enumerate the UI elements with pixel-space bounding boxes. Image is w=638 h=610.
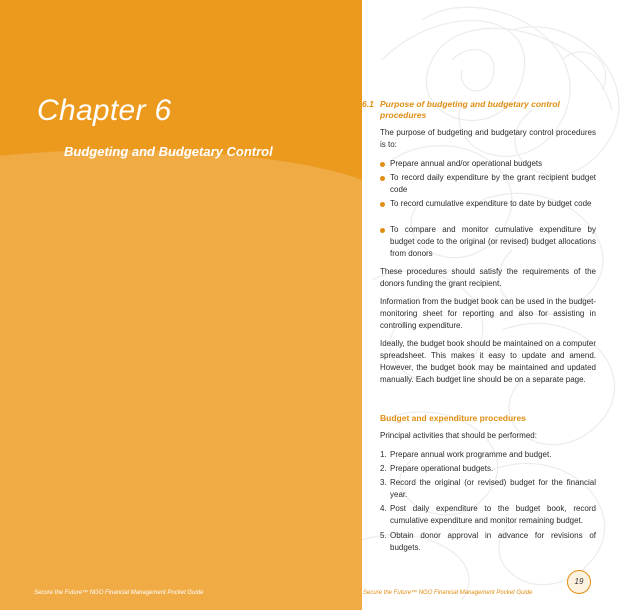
subsection-intro: Principal activities that should be performed: [380,431,537,440]
bullet-dot-icon [380,176,385,181]
list-number: 1. [380,450,387,459]
bullet-text: To record daily expenditure by the grant recipient budget code [390,173,596,194]
paragraph-spreadsheet: Ideally, the budget book should be maintained on a computer spreadsheet. This makes it easy to update and amend. However, the budget book may be maintained and updated manually. Each budget line should be on a separate page. [380,339,596,384]
left-footer: Secure the Future™ NGO Financial Management Pocket Guide [34,590,204,596]
bullet-item [380,224,596,260]
list-number: 5. [380,531,387,540]
bullet-dot-icon [380,162,385,167]
right-footer: Secure the Future™ NGO Financial Management Pocket Guide [363,590,533,596]
paragraph-budget-book: Information from the budget book can be used in the budget-monitoring sheet for reporting and also for assisting in controlling expenditure. [380,297,596,330]
list-text: Prepare operational budgets. [390,464,494,473]
bullet-item [380,158,596,170]
list-text: Prepare annual work programme and budget. [390,450,552,459]
chapter-subtitle: Budgeting and Budgetary Control [64,144,273,159]
list-item [380,463,596,475]
list-text: Record the original (or revised) budget for the financial year. [390,478,596,499]
list-item [380,477,596,501]
section-number: 6.1 [362,99,374,109]
paragraph-requirements: These procedures should satisfy the requirements of the donors funding the grant recipient. [380,267,596,288]
section-heading [362,99,602,121]
bullet-item [380,198,596,210]
bullet-dot-icon [380,228,385,233]
list-number: 2. [380,464,387,473]
bullet-text: To compare and monitor cumulative expenditure by budget code to the original (or revised) budget allocations from donors [390,225,596,258]
page-number: 19 [567,570,591,594]
list-number: 4. [380,504,387,513]
section-title-line2: procedures [380,110,427,120]
list-item [380,530,596,554]
list-number: 3. [380,478,387,487]
bullet-text: To record cumulative expenditure to date by budget code [390,199,592,208]
list-text: Post daily expenditure to the budget book, record cumulative expenditure and monitor remaining budget. [390,504,596,525]
section-intro: The purpose of budgeting and budgetary control procedures is to: [380,128,596,149]
list-item [380,503,596,527]
lower-panel [0,190,362,610]
list-text: Obtain donor approval in advance for revisions of budgets. [390,531,596,552]
section-title-line1: Purpose of budgeting and budgetary control [380,99,560,109]
bullet-text: Prepare annual and/or operational budgets [390,159,543,168]
chapter-title: Chapter 6 [37,94,172,127]
bullet-dot-icon [380,202,385,207]
subsection-heading: Budget and expenditure procedures [380,413,526,423]
bullet-item [380,172,596,196]
list-item [380,449,596,461]
